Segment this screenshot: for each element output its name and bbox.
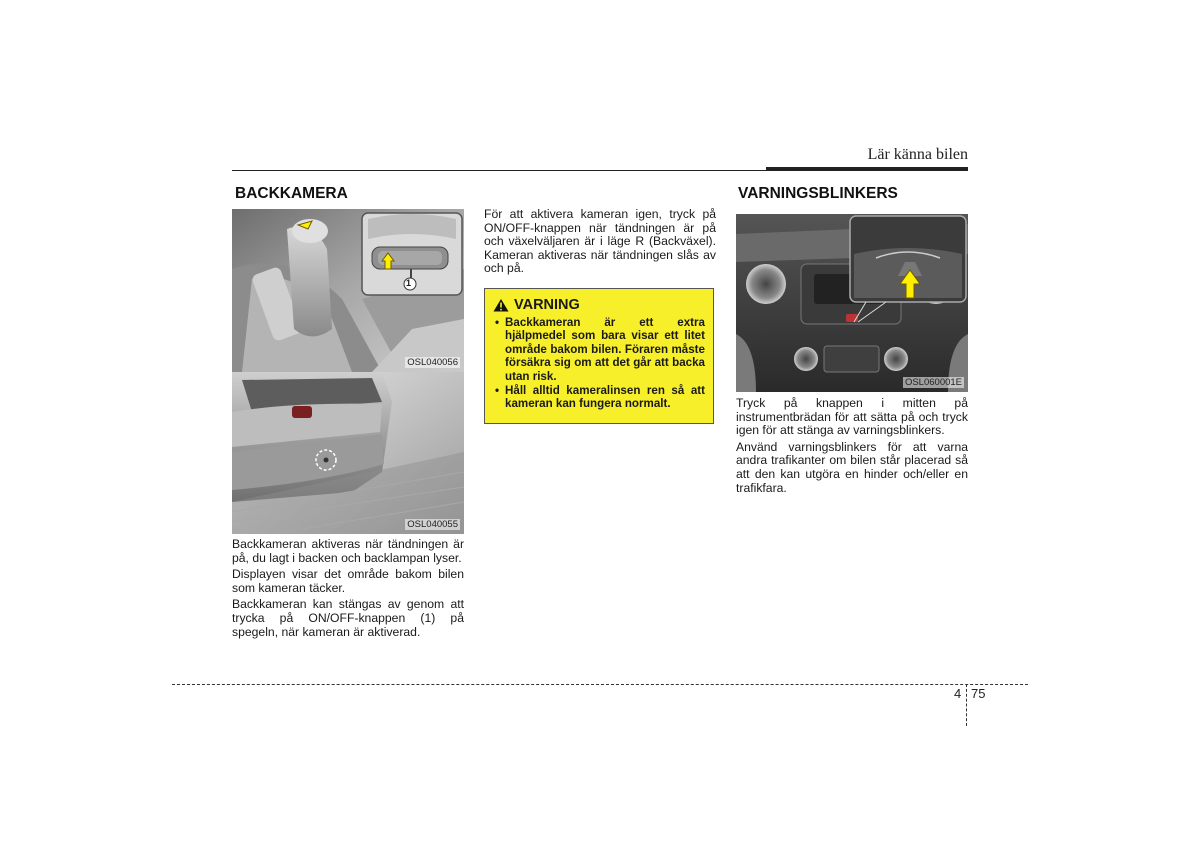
paragraph: Tryck på knappen i mitten på instrumentbrädan för att sätta på och tryck igen för att stänga av varningsblinkers.: [736, 396, 968, 438]
warning-title: [493, 297, 705, 313]
paragraph: Backkameran aktiveras när tändningen är på, du lagt i backen och backlampan lyser.: [232, 537, 464, 565]
header-rule-accent: [766, 167, 968, 171]
gear-shifter-photo: [232, 209, 464, 372]
warning-triangle-icon: [493, 298, 509, 312]
middle-column-text: [484, 208, 716, 279]
left-column-text: [232, 538, 464, 642]
warning-item: • Håll alltid kameralinsen ren så att kameran kan fungera normalt.: [493, 384, 705, 411]
warning-box: [484, 288, 714, 424]
paragraph: Använd varningsblinkers för att varna andra trafikanter om bilen står placerad så att den kan utgöra en hinder och/eller en trafikfara.: [736, 439, 968, 495]
right-column-text: [736, 397, 968, 498]
warning-list: [493, 316, 705, 411]
photo-code: OSL040056: [407, 357, 458, 368]
photo-code: OSL040055: [407, 519, 458, 530]
section-heading-varningsblinkers: VARNINGSBLINKERS: [738, 185, 898, 202]
footer-divider: [966, 684, 967, 726]
photo-code: OSL060001E: [904, 377, 962, 388]
paragraph: Backkameran kan stängas av genom att trycka på ON/OFF-knappen (1) på spegeln, när kameran är aktiverad.: [232, 597, 464, 639]
chapter-title: Lär känna bilen: [867, 146, 968, 163]
callout-number: 1: [406, 278, 412, 288]
section-heading-backkamera: BACKKAMERA: [235, 185, 348, 202]
warning-title-text: VARNING: [514, 297, 580, 313]
dashboard-photo: [736, 214, 968, 392]
warning-item: • Backkameran är ett extra hjälpmedel som bara visar ett litet område bakom bilen. Föraren måste försäkra sig om att det går att backa utan risk.: [493, 316, 705, 383]
car-rear-photo: [232, 372, 464, 534]
paragraph: Displayen visar det område bakom bilen som kameran täcker.: [232, 567, 464, 595]
paragraph: För att aktivera kameran igen, tryck på ON/OFF-knappen när tändningen är på och växelväljaren är i läge R (Backväxel). Kameran aktiveras när tändningen slås av och på.: [484, 207, 716, 276]
chapter-number: 4: [954, 686, 962, 701]
page-number: 75: [971, 686, 986, 701]
footer-rule: [172, 684, 1028, 685]
